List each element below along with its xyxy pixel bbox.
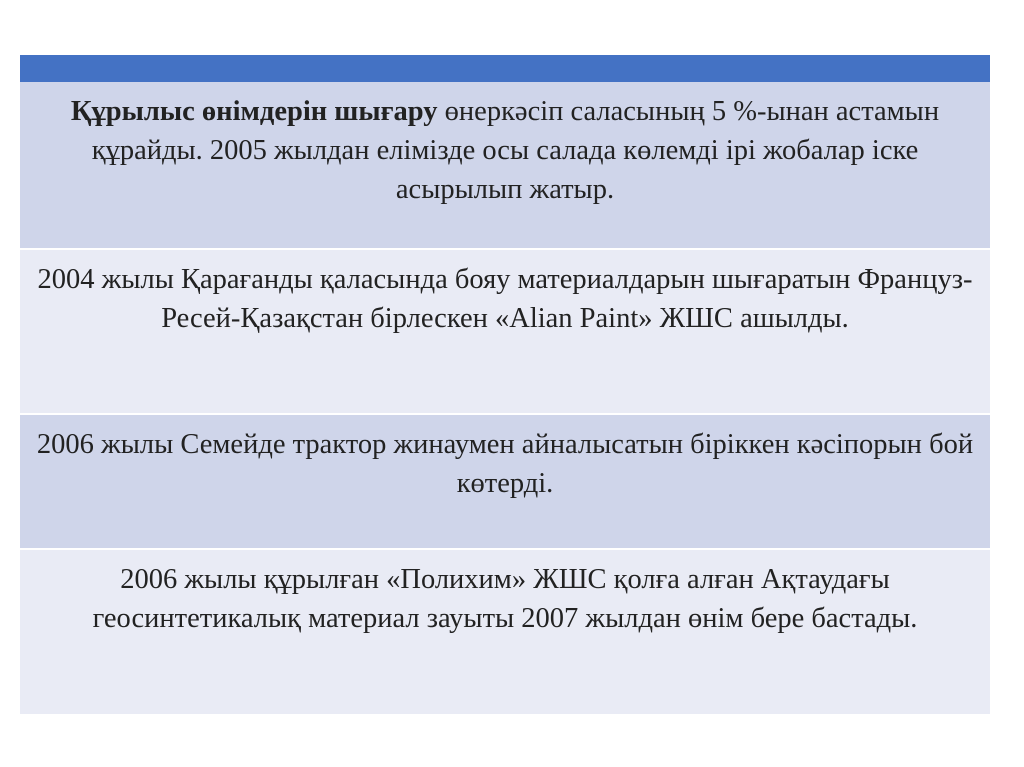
table-row (20, 248, 990, 413)
row-text: 2004 жылы Қарағанды қаласында бояу материалдарын шығаратын Француз- Ресей-Қазақстан бірлескен «Alian Paint» ЖШС ашылды. (37, 264, 973, 334)
table-row (20, 82, 990, 248)
row-bold-text: Құрылыс өнімдерін шығару (70, 96, 438, 127)
row-text: өнеркәсіп саласының 5 %-ынан астамын құрайды. 2005 жылдан елімізде осы салада көлемді ірі жобалар іске асырылып жатыр. (91, 96, 940, 205)
row-text: 2006 жылы Семейде трактор жинаумен айналысатын біріккен кәсіпорын бой көтерді. (36, 429, 974, 499)
table-row (20, 548, 990, 714)
table-header-bar (20, 55, 990, 82)
row-text: 2006 жылы құрылған «Полихим» ЖШС қолға алған Ақтаудағы геосинтетикалық материал зауыты 2007 жылдан өнім бере бастады. (92, 564, 918, 634)
content-table (20, 55, 990, 714)
table-row (20, 413, 990, 548)
